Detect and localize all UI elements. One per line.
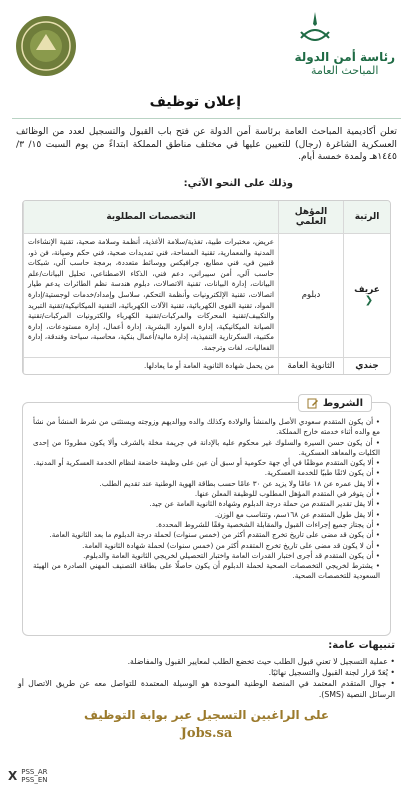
brand-line2: المباحث العامة [311,64,379,77]
table-row [24,357,391,374]
specializations-cell: عريض، مختبرات طبية، تغذية/سلامة الأغذية، أنظمة وسلامة صحية، تقنية الإنشاءات المدنية والمعمارية، تقنية المساحة، فني تمديدات صحية، فني حكم وصيانة، فن ذو، قنيين في، فني مطابع، جرافيكس ووسائط متعددة، برمجة حاسب آلي، شبكات حاسب آلي، أمن سيبراني، دعم فني، الذكاء الاصطناعي، تحليل البيانات/علم البيانات، إدارة البيانات، تقنية الاتصالات، دبلوم هندسة نظم الطائرات يدعم طيار اتصالات، تقنية الإلكترونيات وأنظمة التحكم، سلاسل وإمداد/خدمات لوجستية/إدارة المواد، تقنية القوى الكهربائية، تقنية الآلات الكهربائية، التقنية الميكانيكية/تقنية التبريد والتكييف/تقنية المحركات والمركبات/تقنية الكهرباء والكترونيات المركبات/تقنية الصيانة الميكانيكية، إدارة الموارد البشرية، إدارة أعمال، إدارة مستودعات، إدارة مكتبية، السكرتارية التنفيذية، إدارة مالية/أعمال بنكية، محاسبة، سياحة وفندقة، إدارة الفعاليات، لغات وترجمة. [24,234,279,358]
list-item: • عملية التسجيل لا تعني قبول الطلب حيث تخضع الطلب لمعايير القبول والمفاضلة. [18,656,395,667]
handle-ar[interactable]: PSS_AR [21,768,48,776]
list-item: • جوال المتقدم المعتمد في المنصة الوطنية الموحدة هو الوسيلة المعتمدة للتواصل معه عن طريق الاتصال أو الرسائل النصية (SMS). [18,678,395,700]
list-item: • يُعَدّ قرار لجنة القبول والتسجيل نهائيًا. [18,667,395,678]
header-rank: الرتبة [344,201,391,234]
qualification-cell: الثانوية العامة [279,357,344,374]
brand-line1: رئاسة أمن الدولة [294,50,395,64]
rank-cell: جندي [344,357,391,374]
saudi-emblem-icon [295,8,335,48]
social-footer [8,768,48,784]
jobs-site-link[interactable]: Jobs.sa [180,726,233,741]
handle-en[interactable]: PSS_EN [21,776,48,784]
list-item: • يشترط لخريجي التخصصات الصحية لحملة الدبلوم أن يكون حاصلًا على بطاقة التصنيف المهني الصادرة من الهيئة السعودية للتخصصات الصحية. [33,561,380,582]
handles [21,768,47,784]
list-item: • ألا يكون المتقدم موظفًا في أي جهة حكومية أو سبق أن عين على وظيفة خاضعة لنظام الخدمة العسكرية أو المدنية. [33,458,380,468]
list-item: • أن يتوفر في المتقدم المؤهل المطلوب للوظيفة المعلن عنها. [33,489,380,499]
header-qualification: المؤهل العلمي [279,201,344,234]
conditions-list [23,403,390,586]
list-item: • ألا يقل تقدير المتقدم من حملة درجة الدبلوم وشهادة الثانوية العامة عن جيد. [33,499,380,509]
title-row [12,94,401,114]
rank-cell [344,234,391,358]
jobs-table [22,200,391,375]
edit-note-icon [307,397,319,409]
list-item: • أن يكون حسن السيرة والسلوك غير محكوم عليه بالإدانة في جريمة مخلة بالشرف وألا يكون مطرودًا من إحدى الكليات والمعاهد العسكرية. [33,438,380,459]
chevron-rank-icon: ❮ [364,294,374,306]
cta-text: على الراغبين التسجيل عبر بوابة التوظيف [83,708,330,722]
table-row [24,234,391,358]
academy-seal-icon [14,14,78,78]
intro-paragraph: تعلن أكاديمية المباحث العامة برئاسة أمن الدولة عن فتح باب القبول والتسجيل لعدد من الوظائف العسكرية الشاغرة (رجال) للتعيين عليها في مختلف مناطق المملكة ابتداءً من يوم السبت ١٥/ ٣/ ١٤٤٥هـ ولمدة خمسة أيام. [16,126,397,163]
notes-title: تنبيهات عامة: [328,640,395,651]
conditions-title: الشروط [322,397,363,409]
table-header-row [24,201,391,234]
specializations-cell: من يحمل شهادة الثانوية العامة أو ما يعادلها. [24,357,279,374]
list-item: • ألا يقل طول المتقدم عن ١٦٨سم، وتتناسب مع الوزن. [33,510,380,520]
list-item: • أن يكون قد مضى على تاريخ تخرج المتقدم أكثر من (خمس سنوات) لحملة درجة الدبلوم ما بعد الثانوية العامة. [33,530,380,540]
list-item: • أن يجتاز جميع إجراءات القبول والمقابلة الشخصية وفقًا للشروط المحددة. [33,520,380,530]
header [0,8,413,88]
page-title: إعلان توظيف [149,94,241,110]
subhead: وذلك على النحو الآتي: [183,178,293,189]
list-item: • أن لا يكون قد مضى على تاريخ تخرج المتقدم أكثر من (خمس سنوات) لحملة شهادة الثانوية العامة. [33,541,380,551]
list-item: • أن يكون المتقدم سعودي الأصل والمنشأ والولادة وكذلك والده ووالديهم وزوجته ويستثنى من شرط المنشأ من نشأ مع والده أثناء خدمته خارج المملكة. [33,417,380,438]
divider [12,118,401,119]
qualification-cell: دبلوم [279,234,344,358]
list-item: • أن يكون لائقًا طبيًا للخدمة العسكرية. [33,468,380,478]
rank-label: عريف [354,284,380,295]
list-item: • أن يكون المتقدم قد أجرى اختبار القدرات العامة واختبار التحصيلي لخريجي الثانوية العامة والدبلوم. [33,551,380,561]
notes-list [18,656,395,700]
header-specializations: التخصصات المطلوبة [24,201,279,234]
list-item: • ألا يقل عمره عن ١٨ عامًا ولا يزيد عن ٣٠ عامًا حسب بطاقة الهوية الوطنية عند تقديم الطلب. [33,479,380,489]
brand-block [295,50,396,77]
conditions-tab [298,394,372,412]
conditions-box [22,397,391,636]
x-logo-icon[interactable]: X [8,769,18,783]
